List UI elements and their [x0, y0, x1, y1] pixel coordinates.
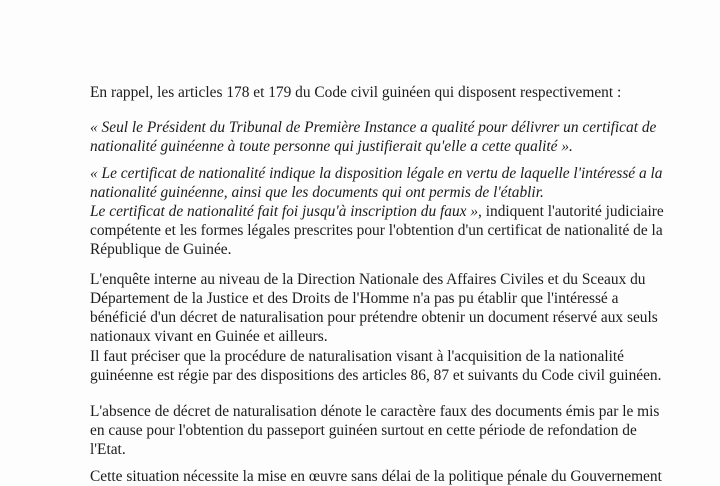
text-line: bénéficié d'un décret de naturalisation pour prétendre obtenir un document réservé aux seuls [90, 309, 658, 326]
paragraph-absence-decret [90, 402, 659, 459]
text-line: compétente et les formes légales prescrites pour l'obtention d'un certificat de nationalité de la [90, 222, 663, 239]
text-line: Il faut préciser que la procédure de naturalisation visant à l'acquisition de la nationalité [90, 348, 624, 365]
quote-article-179 [90, 164, 664, 259]
text-line: en cause pour l'obtention du passeport guinéen surtout en cette période de refondation de [90, 422, 637, 439]
text-line: L'absence de décret de naturalisation dénote le caractère faux des documents émis par le mis [90, 403, 660, 420]
text-line: Cette situation nécessite la mise en œuvre sans délai de la politique pénale du Gouvernement [90, 468, 662, 485]
text-line: guinéenne est régie par des dispositions des articles 86, 87 et suivants du Code civil guinéen. [90, 367, 662, 384]
text-line: nationalité guinéenne, ainsi que les documents qui ont permis de l'établir. [90, 184, 544, 201]
paragraph-procedure [90, 347, 661, 385]
text-line: En rappel, les articles 178 et 179 du Code civil guinéen qui disposent respectivement : [90, 84, 622, 101]
text-line: « Le certificat de nationalité indique la disposition légale en vertu de laquelle l'intéressé a la [90, 165, 663, 182]
text-line: « Seul le Président du Tribunal de Première Instance a qualité pour délivrer un certificat de [90, 119, 657, 136]
quote-article-178 [90, 118, 656, 156]
text-fragment-italic: Le certificat de nationalité fait foi jusqu'à inscription du faux », [90, 203, 482, 220]
text-line: République de Guinée. [90, 241, 232, 258]
paragraph-situation [90, 467, 662, 486]
paragraph-enquete [90, 270, 658, 346]
paragraph-intro [90, 83, 621, 102]
text-line: L'enquête interne au niveau de la Direction Nationale des Affaires Civiles et du Sceaux du [90, 271, 646, 288]
text-fragment: indiquent l'autorité judiciaire [481, 203, 664, 220]
text-line: Département de la Justice et des Droits de l'Homme n'a pas pu établir que l'intéressé a [90, 290, 619, 307]
text-line: nationalité guinéenne à toute personne qui justifierait qu'elle a cette qualité ». [90, 138, 573, 155]
text-line: l'Etat. [90, 441, 126, 458]
text-line [90, 202, 664, 221]
text-line: nationaux vivant en Guinée et ailleurs. [90, 328, 328, 345]
